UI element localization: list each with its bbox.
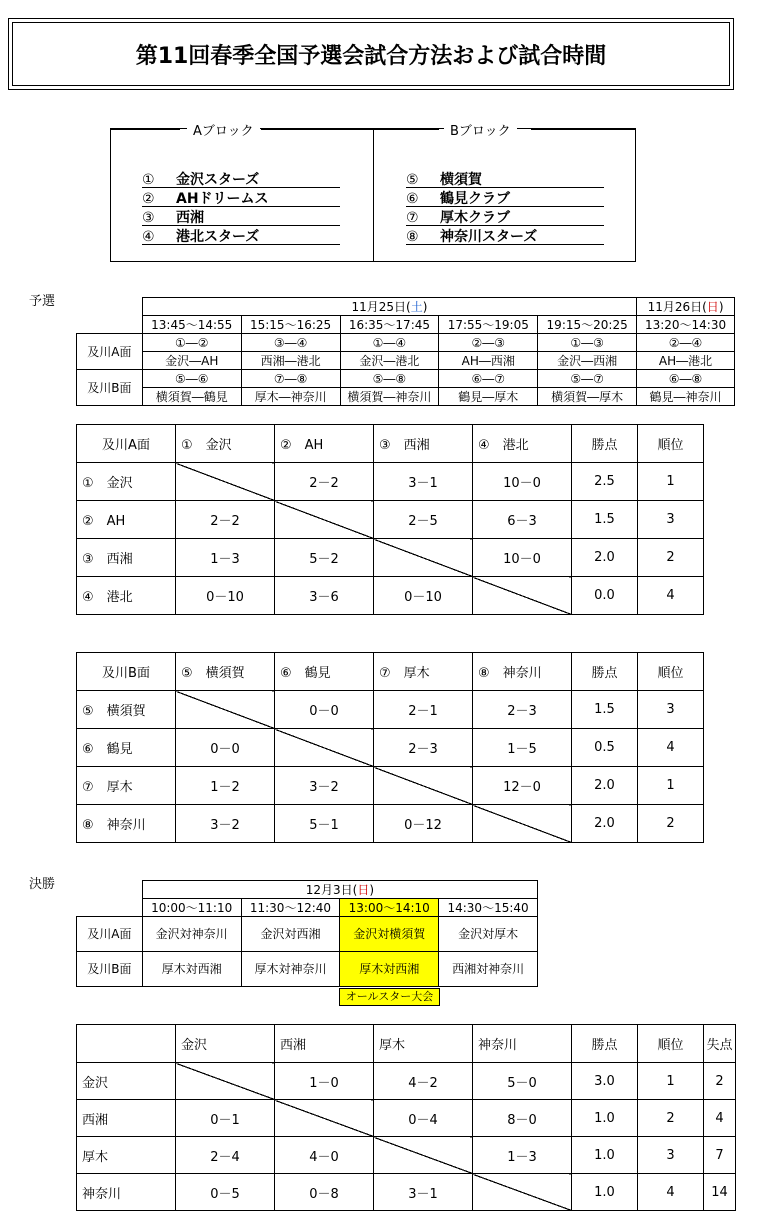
col-header: ② AH	[275, 425, 374, 463]
row-header: 金沢	[77, 1063, 176, 1100]
block-a-label: Aブロック	[187, 120, 260, 139]
row-header: 厚木	[77, 1137, 176, 1174]
score-cell: 3－2	[176, 805, 275, 843]
page-title: 第11回春季全国予選会試合方法および試合時間	[12, 22, 730, 86]
corner-cell: 及川B面	[77, 653, 176, 691]
team-b-6: ⑥ 鶴見クラブ	[406, 188, 604, 207]
row-header: ① 金沢	[77, 463, 176, 501]
match-teams: 西湘―港北	[241, 352, 340, 370]
score-cell: 2－4	[176, 1137, 275, 1174]
rank-header: 順位	[638, 425, 704, 463]
points-cell: 1.5	[572, 691, 638, 729]
time-slot: 19:15～20:25	[538, 316, 637, 334]
points-cell: 2.0	[572, 767, 638, 805]
col-header: ① 金沢	[176, 425, 275, 463]
match-teams: 鶴見―神奈川	[637, 388, 735, 406]
match-cell: 厚木対西湘	[142, 952, 241, 987]
match-pair: ③―④	[241, 334, 340, 352]
match-pair: ⑥―⑦	[439, 370, 538, 388]
match-teams: 横須賀―神奈川	[340, 388, 439, 406]
points-cell: 1.0	[572, 1137, 638, 1174]
time-slot: 16:35～17:45	[340, 316, 439, 334]
score-cell: 4－2	[374, 1063, 473, 1100]
rank-cell: 2	[638, 805, 704, 843]
rank-cell: 4	[638, 1174, 704, 1211]
rank-cell: 3	[638, 1137, 704, 1174]
time-slot: 13:45～14:55	[142, 316, 241, 334]
team-a-2: ② AHドリームス	[142, 188, 340, 207]
time-slot: 13:00～14:10	[340, 899, 439, 917]
lost-cell: 7	[704, 1137, 736, 1174]
match-teams: 厚木―神奈川	[241, 388, 340, 406]
time-slot: 11:30～12:40	[241, 899, 340, 917]
final-schedule	[76, 880, 538, 987]
block-divider	[373, 129, 374, 261]
match-cell: 厚木対神奈川	[241, 952, 340, 987]
court-label: 及川B面	[77, 370, 143, 406]
score-cell: 5－0	[473, 1063, 572, 1100]
time-slot: 13:20～14:30	[637, 316, 735, 334]
match-teams: 横須賀―鶴見	[142, 388, 241, 406]
match-pair: ①―③	[538, 334, 637, 352]
score-cell: 3－1	[374, 1174, 473, 1211]
score-cell: 2－3	[473, 691, 572, 729]
time-slot: 15:15～16:25	[241, 316, 340, 334]
final-label: 決勝	[29, 877, 56, 892]
score-cell: 0－0	[176, 729, 275, 767]
col-header: 厚木	[374, 1025, 473, 1063]
rank-header: 順位	[638, 653, 704, 691]
rank-cell: 3	[638, 691, 704, 729]
points-cell: 0.5	[572, 729, 638, 767]
score-cell: 2－2	[275, 463, 374, 501]
prelim-schedule	[76, 297, 735, 406]
rank-cell: 4	[638, 577, 704, 615]
row-header: 神奈川	[77, 1174, 176, 1211]
result-table-a	[76, 424, 704, 615]
col-header: 西湘	[275, 1025, 374, 1063]
row-header: ⑥ 鶴見	[77, 729, 176, 767]
team-b-8: ⑧ 神奈川スターズ	[406, 226, 604, 245]
team-a-3: ③ 西湘	[142, 207, 340, 226]
result-table-final	[76, 1024, 736, 1211]
match-pair: ①―④	[340, 334, 439, 352]
final-date: 12月3日(日)	[142, 881, 537, 899]
col-header: 金沢	[176, 1025, 275, 1063]
team-b-7: ⑦ 厚木クラブ	[406, 207, 604, 226]
match-pair: ②―④	[637, 334, 735, 352]
match-cell: 金沢対横須賀	[340, 917, 439, 952]
court-label: 及川A面	[77, 334, 143, 370]
rank-cell: 1	[638, 767, 704, 805]
score-cell: 0－8	[275, 1174, 374, 1211]
col-header: ④ 港北	[473, 425, 572, 463]
match-pair: ⑤―⑧	[340, 370, 439, 388]
match-teams: AH―港北	[637, 352, 735, 370]
score-cell: 2－2	[176, 501, 275, 539]
rank-cell: 2	[638, 1100, 704, 1137]
points-header: 勝点	[572, 1025, 638, 1063]
lost-cell: 2	[704, 1063, 736, 1100]
match-pair: ②―③	[439, 334, 538, 352]
prelim-label: 予選	[29, 294, 56, 309]
score-cell: 3－1	[374, 463, 473, 501]
row-header: ④ 港北	[77, 577, 176, 615]
rank-cell: 2	[638, 539, 704, 577]
col-header: ⑥ 鶴見	[275, 653, 374, 691]
row-header: ⑤ 横須賀	[77, 691, 176, 729]
block-b-label: Bブロック	[444, 120, 517, 139]
score-cell: 2－1	[374, 691, 473, 729]
match-cell: 厚木対西湘	[340, 952, 439, 987]
score-cell: 0－4	[374, 1100, 473, 1137]
points-cell: 1.0	[572, 1174, 638, 1211]
row-header: ③ 西湘	[77, 539, 176, 577]
score-cell: 0－1	[176, 1100, 275, 1137]
match-teams: AH―西湘	[439, 352, 538, 370]
score-cell: 0－10	[374, 577, 473, 615]
block-box	[110, 124, 636, 262]
team-a-1: ① 金沢スターズ	[142, 169, 340, 188]
court-label: 及川B面	[77, 952, 143, 987]
points-cell: 1.5	[572, 501, 638, 539]
score-cell: 0－0	[275, 691, 374, 729]
score-cell: 0－10	[176, 577, 275, 615]
col-header: 神奈川	[473, 1025, 572, 1063]
score-cell: 5－1	[275, 805, 374, 843]
match-cell: 金沢対西湘	[241, 917, 340, 952]
lost-header: 失点	[704, 1025, 736, 1063]
match-cell: 西湘対神奈川	[439, 952, 538, 987]
score-cell: 8－0	[473, 1100, 572, 1137]
match-pair: ⑤―⑦	[538, 370, 637, 388]
score-cell: 10－0	[473, 539, 572, 577]
match-pair: ⑦―⑧	[241, 370, 340, 388]
time-slot: 10:00～11:10	[142, 899, 241, 917]
score-cell: 1－0	[275, 1063, 374, 1100]
rank-cell: 1	[638, 463, 704, 501]
rank-header: 順位	[638, 1025, 704, 1063]
points-cell: 2.0	[572, 805, 638, 843]
allstar-badge: オールスター大会	[339, 988, 440, 1006]
prelim-date-1: 11月25日(土)	[142, 298, 636, 316]
match-pair: ⑥―⑧	[637, 370, 735, 388]
score-cell: 12－0	[473, 767, 572, 805]
col-header: ⑧ 神奈川	[473, 653, 572, 691]
score-cell: 0－5	[176, 1174, 275, 1211]
match-teams: 横須賀―厚木	[538, 388, 637, 406]
points-cell: 1.0	[572, 1100, 638, 1137]
team-a-4: ④ 港北スターズ	[142, 226, 340, 245]
score-cell: 10－0	[473, 463, 572, 501]
match-teams: 金沢―AH	[142, 352, 241, 370]
row-header: 西湘	[77, 1100, 176, 1137]
team-b-5: ⑤ 横須賀	[406, 169, 604, 188]
score-cell: 5－2	[275, 539, 374, 577]
match-teams: 金沢―西湘	[538, 352, 637, 370]
score-cell: 3－6	[275, 577, 374, 615]
match-pair: ⑤―⑥	[142, 370, 241, 388]
col-header: ③ 西湘	[374, 425, 473, 463]
score-cell: 2－5	[374, 501, 473, 539]
time-slot: 14:30～15:40	[439, 899, 538, 917]
col-header: ⑤ 横須賀	[176, 653, 275, 691]
score-cell: 1－2	[176, 767, 275, 805]
score-cell: 2－3	[374, 729, 473, 767]
row-header: ⑧ 神奈川	[77, 805, 176, 843]
row-header: ⑦ 厚木	[77, 767, 176, 805]
result-table-b	[76, 652, 704, 843]
row-header: ② AH	[77, 501, 176, 539]
rank-cell: 4	[638, 729, 704, 767]
match-teams: 鶴見―厚木	[439, 388, 538, 406]
col-header: ⑦ 厚木	[374, 653, 473, 691]
title-box	[8, 18, 734, 90]
match-cell: 金沢対厚木	[439, 917, 538, 952]
points-header: 勝点	[572, 425, 638, 463]
lost-cell: 4	[704, 1100, 736, 1137]
score-cell: 1－5	[473, 729, 572, 767]
score-cell: 4－0	[275, 1137, 374, 1174]
match-cell: 金沢対神奈川	[142, 917, 241, 952]
corner-cell: 及川A面	[77, 425, 176, 463]
score-cell: 6－3	[473, 501, 572, 539]
points-cell: 2.0	[572, 539, 638, 577]
score-cell: 1－3	[176, 539, 275, 577]
court-label: 及川A面	[77, 917, 143, 952]
points-cell: 2.5	[572, 463, 638, 501]
match-teams: 金沢―港北	[340, 352, 439, 370]
score-cell: 0－12	[374, 805, 473, 843]
score-cell: 1－3	[473, 1137, 572, 1174]
lost-cell: 14	[704, 1174, 736, 1211]
time-slot: 17:55～19:05	[439, 316, 538, 334]
prelim-date-2: 11月26日(日)	[637, 298, 735, 316]
points-header: 勝点	[572, 653, 638, 691]
rank-cell: 1	[638, 1063, 704, 1100]
match-pair: ①―②	[142, 334, 241, 352]
score-cell: 3－2	[275, 767, 374, 805]
points-cell: 0.0	[572, 577, 638, 615]
points-cell: 3.0	[572, 1063, 638, 1100]
rank-cell: 3	[638, 501, 704, 539]
